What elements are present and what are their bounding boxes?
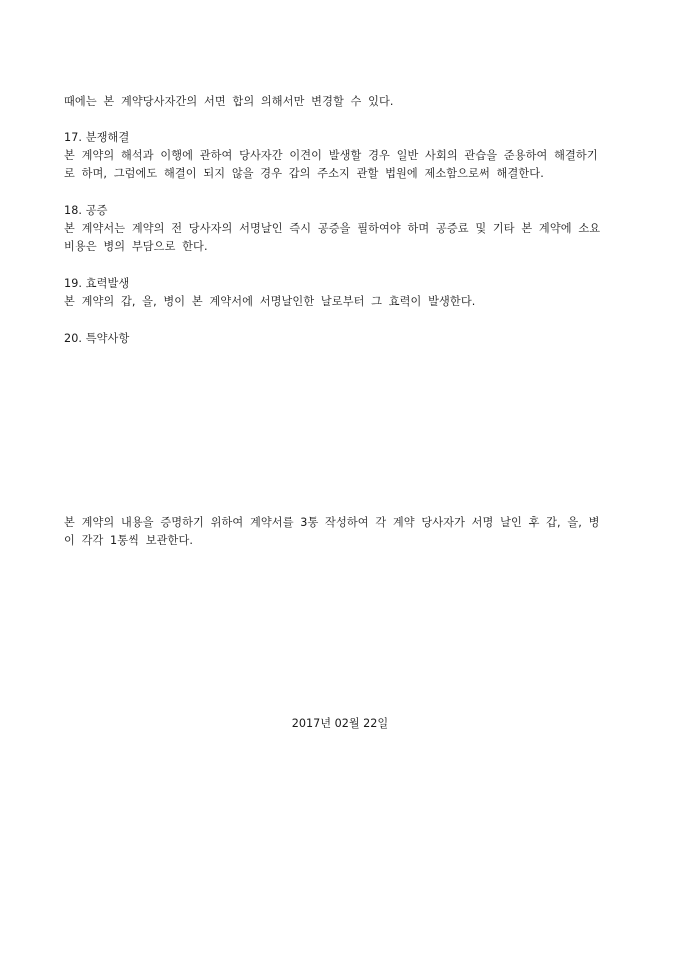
contract-date: 2017년 02월 22일 [291,717,389,730]
closing-text-line-1: 본 계약의 내용을 증명하기 위하여 계약서를 3통 작성하여 각 계약 당사자가 서명 날인 후 갑, 을, 병 [64,516,600,529]
section-17-text-line-2: 로 하며, 그럼에도 해결이 되지 않을 경우 갑의 주소지 관할 법원에 제소함으로써 해결한다. [64,167,544,180]
section-19-text-line-1: 본 계약의 갑, 을, 병이 본 계약서에 서명날인한 날로부터 그 효력이 발생한다. [64,295,476,308]
section-18-text-line-2: 비용은 병의 부담으로 한다. [64,240,208,253]
section-18-heading: 18. 공증 [64,204,108,217]
intro-text: 때에는 본 계약당사자간의 서면 합의 의해서만 변경할 수 있다. [64,95,394,108]
section-20-heading: 20. 특약사항 [64,332,130,345]
section-17-text-line-1: 본 계약의 해석과 이행에 관하여 당사자간 이견이 발생할 경우 일반 사회의 관습을 준용하여 해결하기 [64,149,598,162]
section-17-heading: 17. 분쟁해결 [64,131,130,144]
section-18-text-line-1: 본 계약서는 계약의 전 당사자의 서명날인 즉시 공증을 필하여야 하며 공증료 및 기타 본 계약에 소요 [64,222,601,235]
closing-text-line-2: 이 각각 1통씩 보관한다. [64,534,194,547]
section-19-heading: 19. 효력발생 [64,277,130,290]
